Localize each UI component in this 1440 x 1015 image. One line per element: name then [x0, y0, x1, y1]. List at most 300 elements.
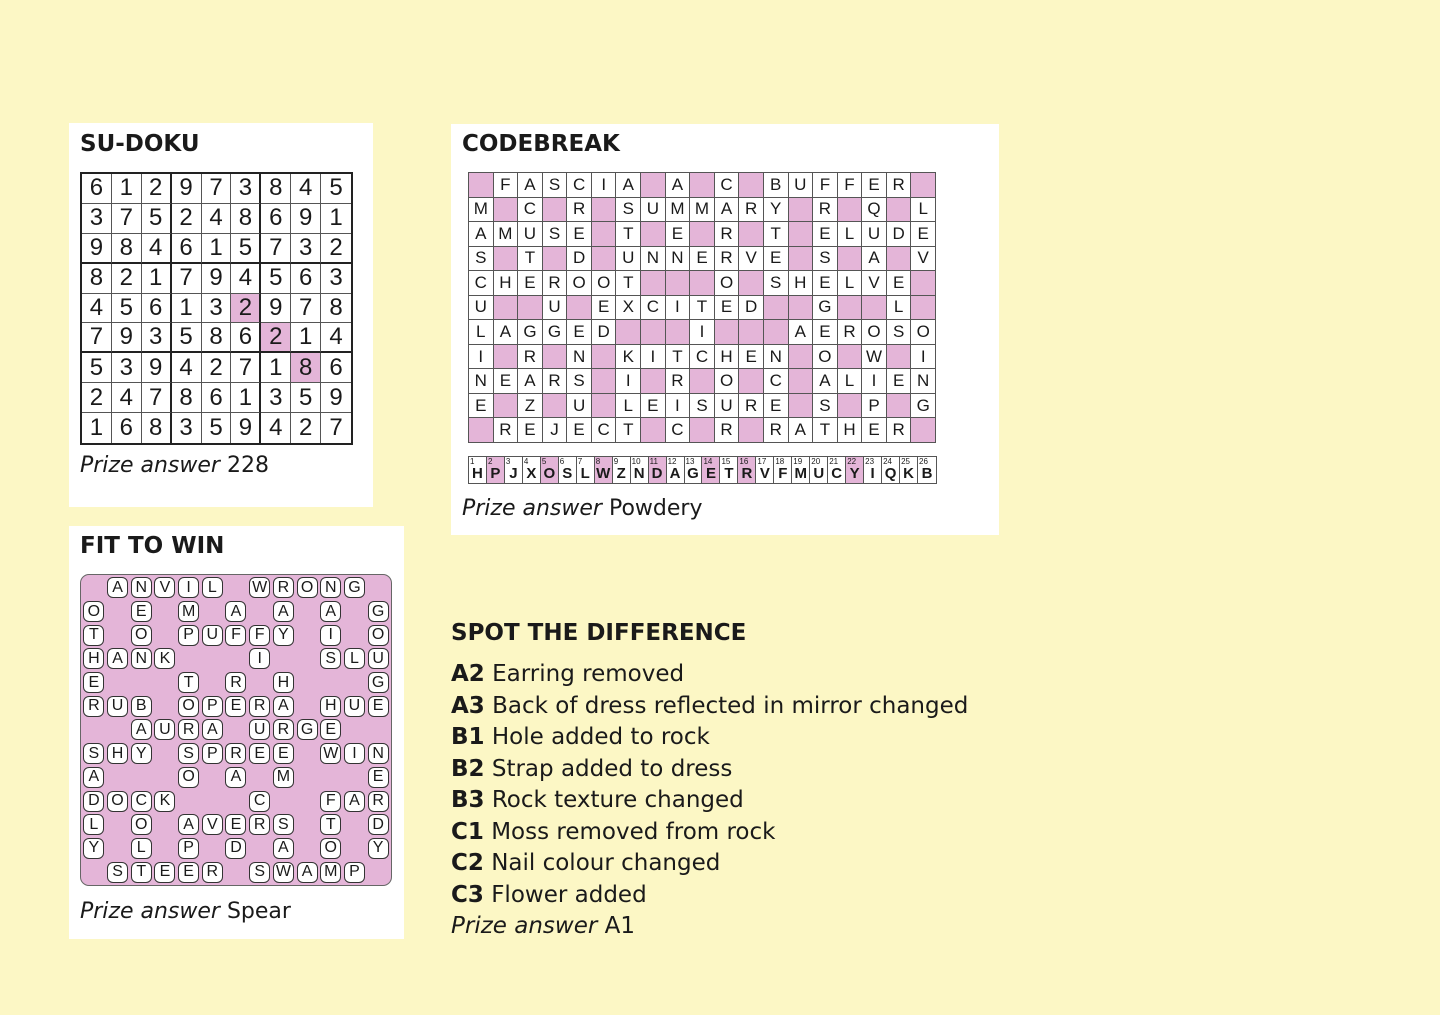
key-letter: T — [724, 465, 734, 482]
key-cell — [469, 457, 487, 483]
blocked-cell — [789, 369, 814, 394]
blocked-cell — [295, 813, 319, 837]
letter-tile: I — [319, 623, 343, 647]
letter-cell: O — [715, 369, 740, 394]
letter-cell: M — [666, 198, 691, 223]
sudoku-cell: 2 — [321, 234, 351, 264]
letter-cell: X — [616, 296, 641, 321]
letter-cell: R — [739, 198, 764, 223]
letter-tile: I — [343, 742, 367, 766]
letter-cell: E — [813, 320, 838, 345]
sudoku-cell: 6 — [291, 264, 321, 294]
blocked-cell — [887, 345, 912, 370]
sudoku-cell: 3 — [112, 353, 142, 383]
sudoku-cell: 1 — [321, 204, 351, 234]
letter-tile: F — [248, 623, 272, 647]
letter-cell: I — [641, 345, 666, 370]
blocked-cell — [200, 837, 224, 861]
blocked-cell — [153, 813, 177, 837]
sudoku-prize — [80, 453, 269, 478]
letter-cell: V — [911, 247, 936, 272]
letter-tile: A — [82, 766, 106, 790]
letter-cell: C — [469, 271, 494, 296]
key-letter: X — [526, 465, 537, 482]
letter-tile: F — [319, 789, 343, 813]
blocked-cell — [739, 222, 764, 247]
letter-tile: O — [295, 576, 319, 600]
letter-tile: R — [248, 813, 272, 837]
letter-tile: E — [319, 718, 343, 742]
sudoku-cell: 5 — [142, 204, 172, 234]
blocked-cell — [592, 222, 617, 247]
prize-value: 228 — [226, 453, 269, 478]
letter-tile: R — [272, 718, 296, 742]
key-number: 12 — [667, 457, 677, 466]
key-letter: R — [741, 465, 753, 482]
sudoku-cell: 1 — [142, 264, 172, 294]
letter-tile: E — [177, 860, 201, 884]
difference-list — [451, 659, 1051, 911]
letter-cell: E — [567, 320, 592, 345]
difference-code: B2 — [451, 755, 485, 782]
blocked-cell — [567, 296, 592, 321]
key-cell — [541, 457, 559, 483]
letter-cell: E — [862, 173, 887, 198]
letter-cell: H — [838, 418, 863, 443]
blocked-cell — [690, 271, 715, 296]
blocked-cell — [200, 766, 224, 790]
key-cell — [685, 457, 703, 483]
key-letter: Z — [616, 465, 626, 482]
letter-cell: A — [518, 369, 543, 394]
letter-cell: I — [666, 394, 691, 419]
letter-tile: R — [366, 789, 390, 813]
blocked-cell — [200, 789, 224, 813]
blocked-cell — [153, 837, 177, 861]
letter-cell: R — [567, 198, 592, 223]
key-number: 13 — [685, 457, 695, 466]
blocked-cell — [887, 247, 912, 272]
blocked-cell — [739, 320, 764, 345]
sudoku-cell: 5 — [112, 294, 142, 324]
key-letter: E — [705, 465, 716, 482]
blocked-cell — [106, 813, 130, 837]
blocked-cell — [641, 173, 666, 198]
letter-cell: C — [715, 173, 740, 198]
blocked-cell — [200, 671, 224, 695]
key-cell — [613, 457, 631, 483]
letter-cell: N — [666, 247, 691, 272]
letter-cell: U — [567, 394, 592, 419]
sudoku-cell: 9 — [172, 174, 202, 204]
key-cell — [523, 457, 541, 483]
sudoku-cell: 2 — [172, 204, 202, 234]
key-number: 7 — [577, 457, 583, 466]
letter-tile: A — [224, 600, 248, 624]
letter-tile: T — [129, 860, 153, 884]
letter-cell: A — [789, 418, 814, 443]
blocked-cell — [272, 789, 296, 813]
difference-code: C2 — [451, 850, 484, 876]
difference-text: Flower added — [491, 881, 647, 908]
letter-tile: K — [153, 647, 177, 671]
letter-cell: L — [911, 198, 936, 223]
blocked-cell — [106, 718, 130, 742]
letter-cell: D — [739, 296, 764, 321]
blocked-cell — [715, 320, 740, 345]
letter-tile: A — [272, 694, 296, 718]
letter-cell: T — [616, 271, 641, 296]
letter-tile: O — [82, 600, 106, 624]
letter-tile: T — [82, 623, 106, 647]
letter-tile: N — [129, 647, 153, 671]
letter-cell: C — [592, 418, 617, 443]
blocked-cell — [543, 345, 568, 370]
letter-cell: R — [715, 222, 740, 247]
blocked-cell — [224, 860, 248, 884]
letter-cell: U — [789, 173, 814, 198]
sudoku-cell: 6 — [142, 294, 172, 324]
key-cell — [559, 457, 577, 483]
sudoku-cell: 9 — [112, 323, 142, 353]
letter-tile: O — [129, 813, 153, 837]
key-letter: S — [562, 465, 573, 482]
letter-cell: S — [764, 271, 789, 296]
letter-tile: Y — [272, 623, 296, 647]
difference-item — [451, 848, 1051, 880]
key-letter: V — [759, 465, 770, 482]
blocked-cell — [739, 418, 764, 443]
blocked-cell — [106, 766, 130, 790]
blocked-cell — [690, 369, 715, 394]
key-number: 14 — [703, 457, 713, 466]
letter-tile: I — [177, 576, 201, 600]
sudoku-cell: 5 — [321, 174, 351, 204]
sudoku-cell: 1 — [261, 353, 291, 383]
sudoku-cell: 9 — [321, 383, 351, 413]
blocked-cell — [200, 600, 224, 624]
blocked-cell — [177, 789, 201, 813]
sudoku-cell: 9 — [202, 264, 232, 294]
blocked-cell — [295, 694, 319, 718]
blocked-cell — [319, 671, 343, 695]
sudoku-cell: 2 — [142, 174, 172, 204]
letter-cell: T — [764, 222, 789, 247]
key-cell — [864, 457, 882, 483]
blocked-cell — [224, 718, 248, 742]
letter-cell: T — [616, 418, 641, 443]
blocked-cell — [248, 671, 272, 695]
blocked-cell — [838, 345, 863, 370]
prize-label: Prize answer — [80, 453, 220, 478]
sudoku-cell: 8 — [291, 353, 321, 383]
blocked-cell — [789, 247, 814, 272]
blocked-cell — [469, 418, 494, 443]
sudoku-cell: 1 — [202, 234, 232, 264]
letter-tile: C — [248, 789, 272, 813]
letter-tile: P — [200, 694, 224, 718]
key-letter: C — [831, 465, 843, 482]
blocked-cell — [543, 247, 568, 272]
key-number: 1 — [470, 457, 475, 466]
difference-text: Rock texture changed — [491, 787, 744, 813]
blocked-cell — [343, 671, 367, 695]
sudoku-cell: 4 — [261, 413, 291, 443]
blocked-cell — [343, 837, 367, 861]
letter-tile: E — [129, 600, 153, 624]
letter-cell: U — [543, 296, 568, 321]
letter-tile: E — [153, 860, 177, 884]
letter-cell: C — [690, 345, 715, 370]
sudoku-cell: 1 — [112, 174, 142, 204]
letter-tile: E — [248, 742, 272, 766]
letter-cell: R — [715, 418, 740, 443]
key-cell — [631, 457, 649, 483]
letter-cell: V — [739, 247, 764, 272]
sudoku-cell: 8 — [142, 413, 172, 443]
letter-cell: E — [739, 345, 764, 370]
letter-cell: T — [690, 296, 715, 321]
sudoku-cell: 2 — [261, 323, 291, 353]
letter-cell: E — [813, 222, 838, 247]
blocked-cell — [82, 860, 106, 884]
letter-cell: I — [592, 173, 617, 198]
sudoku-panel — [69, 123, 373, 507]
prize-value: Spear — [226, 899, 291, 924]
key-letter: A — [669, 465, 681, 482]
blocked-cell — [592, 198, 617, 223]
blocked-cell — [764, 296, 789, 321]
sudoku-cell: 9 — [82, 234, 112, 264]
letter-cell: M — [690, 198, 715, 223]
letter-tile: A — [272, 837, 296, 861]
letter-cell: S — [543, 222, 568, 247]
letter-tile: M — [319, 860, 343, 884]
letter-cell: O — [592, 271, 617, 296]
key-letter: U — [813, 465, 825, 482]
letter-cell: B — [764, 173, 789, 198]
key-cell — [882, 457, 900, 483]
letter-tile: P — [177, 837, 201, 861]
blocked-cell — [518, 296, 543, 321]
letter-tile: A — [177, 813, 201, 837]
letter-cell: L — [838, 369, 863, 394]
key-letter: F — [778, 465, 788, 482]
key-number: 23 — [865, 457, 875, 466]
difference-item — [451, 817, 1051, 849]
sudoku-cell: 5 — [231, 234, 261, 264]
letter-cell: E — [592, 296, 617, 321]
letter-cell: E — [469, 394, 494, 419]
letter-tile: I — [248, 647, 272, 671]
blocked-cell — [838, 296, 863, 321]
letter-cell: U — [616, 247, 641, 272]
letter-cell: N — [469, 369, 494, 394]
difference-item — [451, 754, 1051, 786]
sudoku-cell: 7 — [329, 414, 343, 442]
blocked-cell — [106, 623, 130, 647]
difference-text: Hole added to rock — [491, 724, 710, 750]
letter-tile: L — [200, 576, 224, 600]
difference-text: Back of dress reflected in mirror changed — [492, 692, 969, 719]
key-cell — [702, 457, 720, 483]
key-cell — [720, 457, 738, 483]
sudoku-cell: 8 — [112, 234, 142, 264]
letter-cell: R — [494, 418, 519, 443]
letter-cell: C — [518, 198, 543, 223]
letter-tile: Y — [82, 837, 106, 861]
letter-tile: H — [106, 742, 130, 766]
blocked-cell — [295, 789, 319, 813]
codebreak-grid — [468, 172, 936, 443]
letter-cell: L — [616, 394, 641, 419]
letter-cell: R — [887, 173, 912, 198]
letter-cell: O — [715, 271, 740, 296]
letter-tile: S — [248, 860, 272, 884]
sudoku-cell: 2 — [82, 383, 112, 413]
key-number: 18 — [775, 457, 785, 466]
key-number: 26 — [919, 457, 928, 466]
difference-text: Moss removed from rock — [491, 818, 776, 845]
blocked-cell — [739, 173, 764, 198]
blocked-cell — [592, 247, 617, 272]
blocked-cell — [690, 173, 715, 198]
sudoku-cell: 8 — [172, 383, 202, 413]
letter-tile: T — [319, 813, 343, 837]
letter-cell: O — [567, 271, 592, 296]
sudoku-cell: 3 — [261, 383, 291, 413]
letter-cell: A — [715, 198, 740, 223]
blocked-cell — [295, 837, 319, 861]
blocked-cell — [343, 766, 367, 790]
sudoku-cell: 4 — [291, 174, 321, 204]
blocked-cell — [82, 576, 106, 600]
sudoku-cell: 2 — [231, 294, 261, 324]
blocked-cell — [494, 394, 519, 419]
letter-tile: H — [319, 694, 343, 718]
letter-cell: D — [567, 247, 592, 272]
blocked-cell — [641, 418, 666, 443]
letter-cell: Q — [862, 198, 887, 223]
codebreak-panel — [451, 124, 999, 535]
letter-cell: U — [862, 222, 887, 247]
blocked-cell — [295, 671, 319, 695]
sudoku-cell: 9 — [231, 413, 261, 443]
letter-tile: O — [129, 623, 153, 647]
letter-cell: C — [567, 173, 592, 198]
letter-cell: I — [616, 369, 641, 394]
letter-tile: E — [224, 813, 248, 837]
letter-cell: A — [789, 320, 814, 345]
letter-cell: E — [666, 222, 691, 247]
sudoku-cell: 9 — [261, 294, 291, 324]
letter-cell: H — [789, 271, 814, 296]
blocked-cell — [543, 394, 568, 419]
blocked-cell — [153, 623, 177, 647]
key-number: 9 — [613, 457, 619, 466]
key-cell — [828, 457, 846, 483]
letter-cell: I — [690, 320, 715, 345]
letter-cell: G — [911, 394, 936, 419]
blocked-cell — [366, 860, 390, 884]
letter-tile: A — [106, 576, 130, 600]
letter-cell: G — [813, 296, 838, 321]
letter-cell: E — [518, 271, 543, 296]
key-number: 4 — [523, 457, 529, 466]
blocked-cell — [200, 647, 224, 671]
blocked-cell — [838, 394, 863, 419]
letter-tile: R — [224, 742, 248, 766]
sudoku-cell: 4 — [321, 323, 351, 353]
sudoku-cell: 4 — [142, 234, 172, 264]
difference-code: C3 — [451, 881, 484, 908]
fit-to-win-title: FIT TO WIN — [80, 533, 225, 559]
letter-cell: D — [592, 320, 617, 345]
letter-cell: O — [911, 320, 936, 345]
fit-to-win-prize — [80, 899, 291, 924]
blocked-cell — [887, 198, 912, 223]
letter-tile: Y — [366, 837, 390, 861]
blocked-cell — [224, 647, 248, 671]
spot-the-difference-title: SPOT THE DIFFERENCE — [451, 620, 747, 646]
key-number: 17 — [757, 457, 767, 466]
letter-tile: U — [106, 694, 130, 718]
letter-cell: A — [862, 247, 887, 272]
letter-cell: O — [813, 345, 838, 370]
letter-tile: M — [272, 766, 296, 790]
blocked-cell — [295, 600, 319, 624]
blocked-cell — [838, 247, 863, 272]
codebreak-title: CODEBREAK — [462, 131, 620, 157]
key-cell — [774, 457, 792, 483]
sudoku-cell: 6 — [202, 383, 232, 413]
letter-cell: J — [543, 418, 568, 443]
letter-tile: S — [272, 813, 296, 837]
key-letter: G — [687, 465, 699, 482]
letter-cell: E — [567, 418, 592, 443]
letter-tile: V — [200, 813, 224, 837]
letter-tile: P — [200, 742, 224, 766]
spot-prize — [451, 911, 1051, 943]
letter-cell: A — [518, 173, 543, 198]
key-number: 21 — [829, 457, 839, 466]
letter-cell: F — [813, 173, 838, 198]
sudoku-title: SU-DOKU — [80, 131, 200, 157]
letter-tile: G — [366, 600, 390, 624]
letter-cell: S — [543, 173, 568, 198]
sudoku-cell: 3 — [291, 234, 321, 264]
letter-cell: E — [494, 369, 519, 394]
key-number: 2 — [487, 457, 493, 466]
letter-cell: R — [764, 418, 789, 443]
key-letter: D — [651, 465, 663, 482]
key-number: 3 — [505, 457, 511, 466]
letter-tile: S — [82, 742, 106, 766]
difference-text: Earring removed — [492, 661, 685, 687]
blocked-cell — [295, 647, 319, 671]
blocked-cell — [248, 837, 272, 861]
blocked-cell — [153, 671, 177, 695]
blocked-cell — [641, 222, 666, 247]
key-cell — [918, 457, 936, 483]
letter-cell: E — [862, 418, 887, 443]
blocked-cell — [224, 789, 248, 813]
letter-tile: H — [272, 671, 296, 695]
sudoku-cell: 3 — [172, 413, 202, 443]
sudoku-cell: 8 — [202, 323, 232, 353]
blocked-cell — [494, 247, 519, 272]
blocked-cell — [153, 742, 177, 766]
